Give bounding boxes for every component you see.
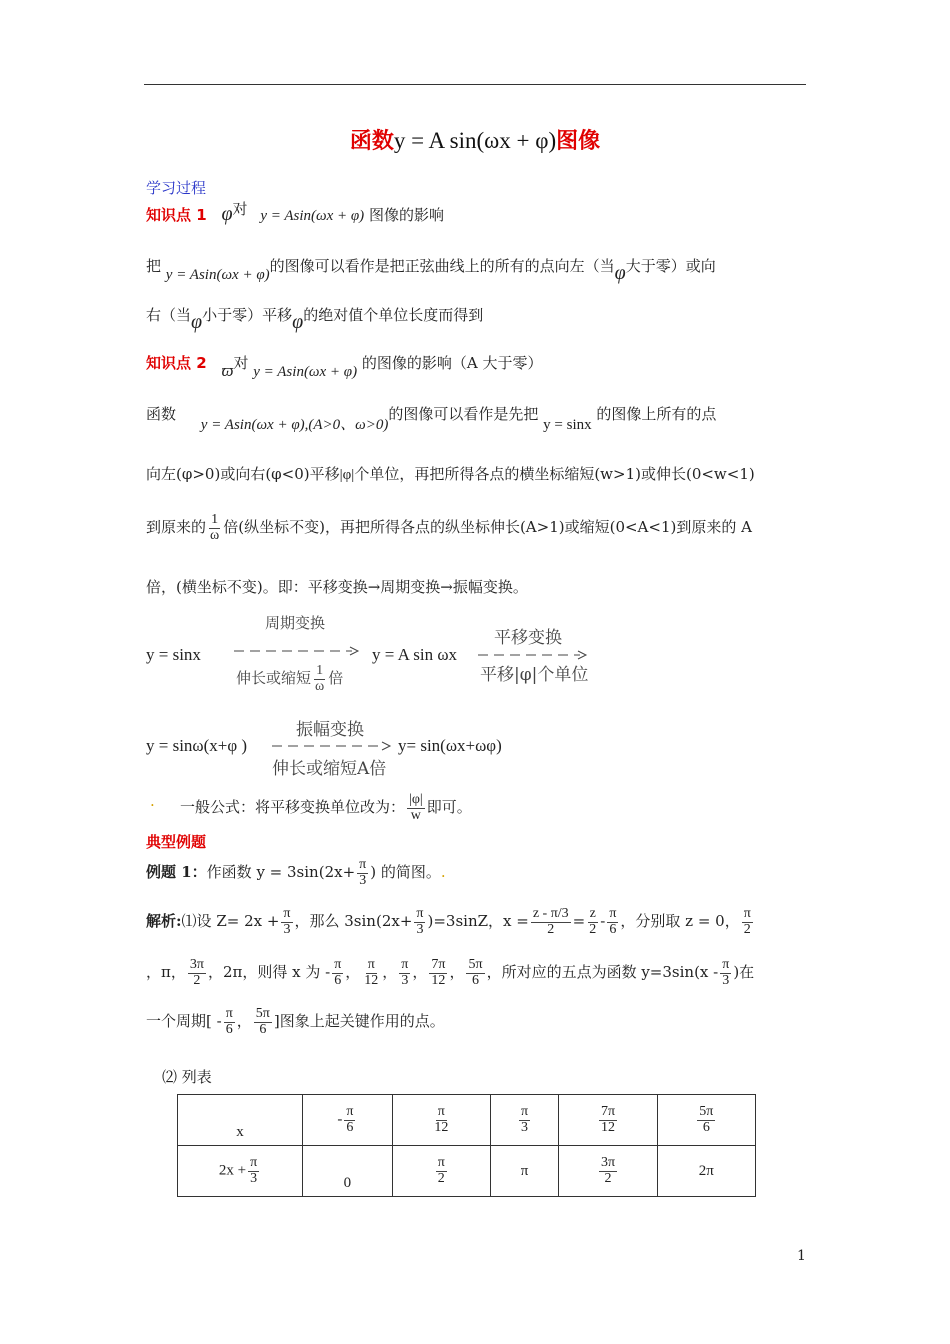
frac-num: 7π bbox=[431, 957, 446, 972]
one-over-omega bbox=[208, 513, 221, 543]
diagram1-mid: y = A sin ωx bbox=[372, 645, 458, 664]
frac-den: 3 bbox=[401, 972, 409, 988]
diagram1-top1: 周期变换 bbox=[265, 614, 326, 632]
frac-den: 2 bbox=[193, 972, 201, 988]
table-row bbox=[178, 1095, 756, 1146]
frac-den: ω bbox=[315, 678, 325, 694]
frac-num: π bbox=[521, 1103, 529, 1119]
point2-formula: y = Asin(ωx + φ) bbox=[253, 364, 358, 380]
diagram2-top: 振幅变换 bbox=[296, 720, 364, 740]
general-formula bbox=[180, 793, 472, 823]
table-cell: π bbox=[490, 1146, 559, 1197]
frac-num: 7π bbox=[600, 1103, 616, 1119]
sol3-text-a: 一个周期[ - bbox=[146, 1012, 222, 1031]
frac-num: z bbox=[589, 906, 596, 921]
title-formula: y = A sin(ωx + φ) bbox=[393, 128, 557, 153]
dui-text: 对 bbox=[233, 354, 249, 372]
general-text: 一般公式：将平移变换单位改为： bbox=[180, 798, 406, 817]
frac-num: 3π bbox=[189, 957, 204, 972]
one-over-omega bbox=[313, 664, 326, 694]
table-cell: 0 bbox=[303, 1146, 393, 1197]
frac bbox=[436, 1156, 447, 1186]
table-cell bbox=[657, 1095, 755, 1146]
point1-line3 bbox=[146, 303, 484, 333]
text-absolute: 的绝对值个单位长度而得到 bbox=[303, 306, 484, 324]
point2-para-line2 bbox=[146, 463, 755, 484]
point2-heading bbox=[146, 352, 543, 380]
title-suffix: 图像 bbox=[556, 129, 601, 154]
pi-over-12 bbox=[362, 958, 380, 988]
frac-den: 6 bbox=[334, 972, 342, 988]
frac-den: 3 bbox=[283, 921, 291, 937]
7pi-over-12 bbox=[429, 958, 447, 988]
point1-line2-tail: 大于零）或向 bbox=[625, 257, 716, 275]
sol-text-b: ，那么 3sin(2x+ bbox=[294, 912, 413, 931]
frac-num: π bbox=[722, 957, 730, 972]
frac-den: 2 bbox=[547, 921, 555, 937]
pi-over-3 bbox=[414, 907, 425, 937]
frac-num: π bbox=[743, 906, 751, 921]
section-label: 学习过程 bbox=[146, 179, 207, 197]
sol-text-c: )=3sinZ，x = bbox=[427, 912, 529, 931]
frac-den: 3 bbox=[359, 872, 367, 888]
frac-den: 2 bbox=[589, 921, 597, 937]
pi-over-2 bbox=[742, 907, 753, 937]
frac-den: 6 bbox=[702, 1119, 710, 1135]
frac bbox=[432, 1105, 450, 1135]
frac-num: 3π bbox=[600, 1154, 616, 1170]
example1-tail: ) 的简图。 bbox=[370, 863, 441, 882]
text-scale: 伸长或缩短 bbox=[236, 669, 312, 688]
frac-num: π bbox=[367, 957, 375, 972]
table-cell bbox=[303, 1095, 393, 1146]
point1-formula: y = Asin(ωx + φ) bbox=[260, 208, 365, 224]
frac-num: π bbox=[283, 906, 291, 921]
frac-num: 1 bbox=[211, 512, 219, 527]
solution-label: 解析: bbox=[146, 912, 182, 931]
frac-num: z - π/3 bbox=[532, 906, 569, 921]
frac-num: 5π bbox=[699, 1103, 714, 1119]
text-shift: 向左(φ>0)或向右(φ<0)平移 bbox=[146, 465, 340, 483]
frac-den: 2 bbox=[743, 921, 751, 937]
solution-line1 bbox=[146, 907, 755, 937]
frac-den: 6 bbox=[346, 1119, 354, 1135]
table-row bbox=[178, 1146, 756, 1197]
table-cell bbox=[490, 1095, 559, 1146]
point1-line2-formula: y = Asin(ωx + φ) bbox=[165, 267, 270, 283]
pi-over-3 bbox=[357, 858, 368, 888]
bullet-dot: . bbox=[150, 792, 155, 810]
solution-line3 bbox=[146, 1007, 445, 1037]
point1-line2-text: 的图像可以看作是把正弦曲线上的所有的点向左（当 bbox=[269, 257, 615, 275]
sol2-text-a: ，π， bbox=[146, 963, 186, 982]
frac-num: |φ| bbox=[409, 792, 423, 807]
page-number: 1 bbox=[797, 1248, 806, 1264]
page-title bbox=[0, 124, 950, 155]
sol2-text-d: )在 bbox=[733, 963, 755, 982]
table-cell: 2π bbox=[657, 1146, 755, 1197]
abs-phi: |φ| bbox=[339, 467, 355, 483]
point2-tail: 的图像的影响（A 大于零） bbox=[361, 354, 543, 372]
example1-label: 例题 1： bbox=[146, 863, 207, 882]
frac-den: 12 bbox=[600, 1119, 615, 1135]
pi-over-6 bbox=[607, 907, 618, 937]
table-cell bbox=[392, 1146, 490, 1197]
point1-line2 bbox=[146, 254, 716, 284]
sol-text-a: ⑴设 Z= 2x + bbox=[181, 912, 280, 931]
5pi-over-6 bbox=[254, 1007, 272, 1037]
table-cell bbox=[559, 1146, 657, 1197]
frac-num: π bbox=[609, 906, 617, 921]
point1-label: 知识点 1 bbox=[146, 206, 207, 224]
frac-den: 6 bbox=[609, 921, 617, 937]
frac-den: 3 bbox=[722, 972, 730, 988]
phi-symbol: φ bbox=[292, 311, 304, 333]
phi-symbol: φ bbox=[614, 262, 626, 284]
pi-over-3 bbox=[399, 958, 410, 988]
comma: ， bbox=[236, 1012, 252, 1031]
frac-num: π bbox=[225, 1006, 233, 1021]
point2-para-line1 bbox=[146, 403, 717, 433]
point2-label: 知识点 2 bbox=[146, 354, 207, 372]
equals: = bbox=[572, 912, 586, 931]
title-prefix: 函数 bbox=[349, 129, 394, 154]
values-table bbox=[177, 1094, 756, 1197]
diagram2-arrow bbox=[270, 736, 392, 754]
header-rule bbox=[144, 84, 806, 85]
frac-num: π bbox=[401, 957, 409, 972]
table-cell: x bbox=[178, 1095, 303, 1146]
diagram1-bottom1 bbox=[236, 664, 343, 694]
step2-label: ⑵ 列表 bbox=[162, 1068, 212, 1086]
3pi-over-2 bbox=[188, 958, 206, 988]
frac bbox=[248, 1156, 259, 1186]
table-cell bbox=[178, 1146, 303, 1197]
z-over-2 bbox=[587, 907, 598, 937]
frac-num: 5π bbox=[255, 1006, 270, 1021]
general-frac bbox=[407, 793, 425, 823]
point1-tail: 图像的影响 bbox=[368, 206, 444, 224]
diagram1-left: y = sinx bbox=[146, 645, 201, 664]
frac-den: 12 bbox=[434, 1119, 449, 1135]
frac-num: π bbox=[334, 957, 342, 972]
diagram2-right: y= sin(ωx+ωφ) bbox=[398, 736, 502, 755]
frac-den: 2 bbox=[437, 1170, 445, 1186]
minus: - bbox=[337, 1111, 343, 1128]
sol-text-f: ，分别取 z = 0， bbox=[620, 912, 740, 931]
point1-heading bbox=[146, 200, 444, 226]
sinx-formula: y = sinx bbox=[543, 417, 592, 433]
example1: 例题 1：作函数 y = 3sin(2x+ $\frac{\pi}{3}$ ) 的简图。. bbox=[146, 857, 446, 888]
diagram1-arrow1 bbox=[232, 641, 360, 659]
frac-num: π bbox=[437, 1154, 445, 1170]
frac-den: w bbox=[410, 807, 421, 823]
text-points: 的图像上所有的点 bbox=[596, 405, 717, 423]
examples-heading: 典型例题 bbox=[146, 833, 207, 851]
pi-over-6 bbox=[224, 1007, 235, 1037]
phi-symbol: φ bbox=[221, 203, 233, 225]
frac bbox=[697, 1105, 715, 1135]
text-hanshu: 函数 bbox=[146, 405, 177, 423]
diagram1-bottom2: 平移|φ|个单位 bbox=[480, 665, 589, 685]
point2-para-formula: y = Asin(ωx + φ),(A>0、ω>0) bbox=[200, 417, 389, 433]
frac-den: ω bbox=[210, 527, 220, 543]
example1-text: 作函数 y = 3sin(2x+ bbox=[206, 863, 356, 882]
omega-symbol: ϖ bbox=[221, 361, 234, 380]
general-tail: 即可。 bbox=[426, 798, 472, 817]
pi-over-3 bbox=[281, 907, 292, 937]
frac-den: 6 bbox=[259, 1021, 267, 1037]
label-2x: 2x + bbox=[218, 1162, 247, 1179]
table-cell bbox=[559, 1095, 657, 1146]
diagram2-left: y = sinω(x+φ ) bbox=[146, 736, 248, 755]
pi-over-6 bbox=[332, 958, 343, 988]
table-cell bbox=[392, 1095, 490, 1146]
5pi-over-6 bbox=[466, 958, 484, 988]
frac-den: 2 bbox=[604, 1170, 612, 1186]
frac-num: π bbox=[346, 1103, 354, 1119]
frac-num: 1 bbox=[316, 663, 324, 678]
frac bbox=[344, 1105, 355, 1135]
text-scale-y: 倍(纵坐标不变)，再把所得各点的纵坐标伸长(A>1)或缩短(0<A<1)到原来的 A bbox=[223, 518, 752, 537]
minus: - bbox=[600, 912, 606, 931]
frac-num: 5π bbox=[468, 957, 483, 972]
frac-den: 3 bbox=[250, 1170, 258, 1186]
frac bbox=[599, 1156, 617, 1186]
frac-den: 12 bbox=[364, 972, 379, 988]
point2-para-line3 bbox=[146, 513, 752, 543]
text-kanzuo: 的图像可以看作是先把 bbox=[388, 405, 539, 423]
diagram2-bottom: 伸长或缩短A倍 bbox=[272, 759, 387, 779]
text-daoyuanlai: 到原来的 bbox=[146, 518, 207, 537]
sol2-text-c: ，所对应的五点为函数 y=3sin(x - bbox=[486, 963, 719, 982]
frac-num: π bbox=[359, 857, 367, 872]
sol2-text-b: ，2π，则得 x 为 - bbox=[207, 963, 331, 982]
pi-over-3 bbox=[720, 958, 731, 988]
frac-den: 3 bbox=[416, 921, 424, 937]
frac-den: 6 bbox=[472, 972, 480, 988]
dui-text: 对 bbox=[232, 200, 248, 218]
frac-den: 12 bbox=[431, 972, 446, 988]
sol3-text-c: ]图象上起关键作用的点。 bbox=[273, 1012, 445, 1031]
z-frac bbox=[531, 907, 571, 937]
frac bbox=[519, 1105, 530, 1135]
phi-symbol: φ bbox=[191, 311, 203, 333]
text-scale-x: 个单位，再把所得各点的横坐标缩短(w>1)或伸长(0<w<1) bbox=[354, 465, 755, 483]
solution-line2: ，π， $\frac{3\pi}{2}$ ，2π，则得 x 为 - $\frac{\pi}{6}$ ， $\frac{\pi}{12}$ ， $\frac{\pi}{3}$ ， $\frac{7\pi}{12}$ ， $\frac{5\pi}{6}$ ，所对应的五点为函数 y=3sin(x - $\frac{\pi}{3}$ )在 bbox=[146, 957, 755, 988]
text-bei: 倍 bbox=[328, 669, 344, 688]
text-xiaoyuling: 小于零）平移 bbox=[202, 306, 293, 324]
frac-num: π bbox=[250, 1154, 258, 1170]
frac bbox=[599, 1105, 617, 1135]
point2-para-line4: 倍，(横坐标不变)。即：平移变换→周期变换→振幅变换。 bbox=[146, 578, 528, 596]
frac-den: 3 bbox=[521, 1119, 529, 1135]
text-you-dang: 右（当 bbox=[146, 306, 192, 324]
frac-den: 6 bbox=[225, 1021, 233, 1037]
frac-num: π bbox=[437, 1103, 445, 1119]
frac-num: π bbox=[416, 906, 424, 921]
text-ba: 把 bbox=[146, 257, 162, 275]
diagram1-top2: 平移变换 bbox=[494, 628, 562, 648]
